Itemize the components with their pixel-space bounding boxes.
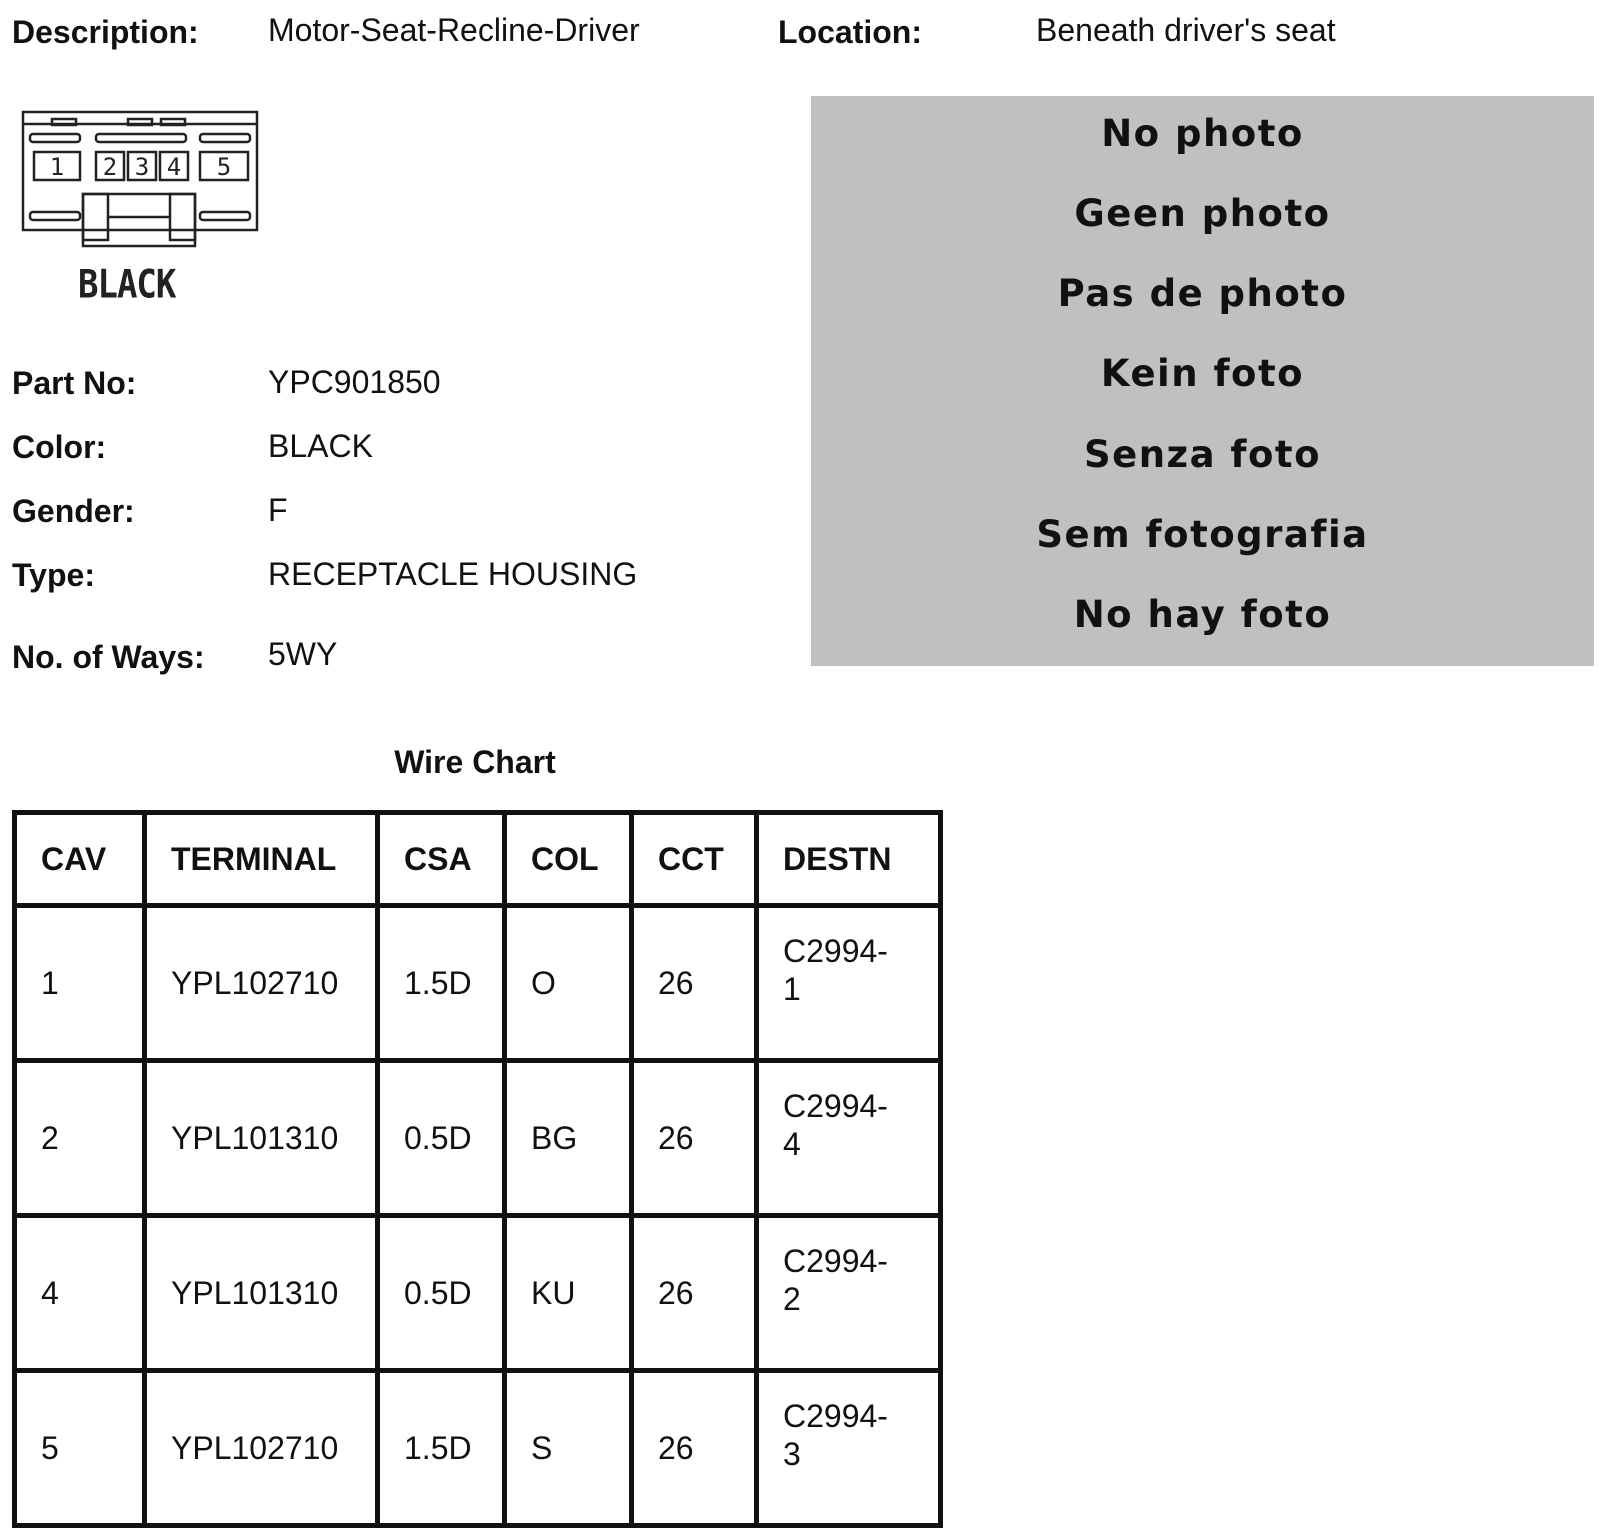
col-header-col: COL <box>505 813 632 906</box>
col-cell: BG <box>505 1061 632 1216</box>
csa-cell: 1.5D <box>378 1371 505 1526</box>
cct-cell: 26 <box>632 1061 757 1216</box>
csa-cell: 0.5D <box>378 1061 505 1216</box>
col-cell: KU <box>505 1216 632 1371</box>
col-header-destn: DESTN <box>757 813 941 906</box>
type-value: RECEPTACLE HOUSING <box>268 556 638 592</box>
col-cell: S <box>505 1371 632 1526</box>
terminal-cell: YPL101310 <box>145 1061 378 1216</box>
table-row <box>15 906 941 1061</box>
cav-cell: 5 <box>15 1371 145 1526</box>
connector-latch <box>83 194 195 246</box>
color-value: BLACK <box>268 428 373 464</box>
wire-chart-table <box>12 810 943 1528</box>
no-photo-de: Kein foto <box>1100 352 1305 395</box>
col-header-terminal: TERMINAL <box>145 813 378 906</box>
connector-color-caption: BLACK <box>78 262 176 308</box>
terminal-cell: YPL101310 <box>145 1216 378 1371</box>
ways-label: No. of Ways: <box>12 639 205 675</box>
description-value: Motor-Seat-Recline-Driver <box>268 12 640 48</box>
terminal-cell: YPL102710 <box>145 906 378 1061</box>
table-row <box>15 1061 941 1216</box>
pin-label-3: 3 <box>134 153 150 181</box>
col-header-cav: CAV <box>15 813 145 906</box>
type-label: Type: <box>12 557 95 593</box>
part-no-value: YPC901850 <box>268 364 441 400</box>
pin-label-1: 1 <box>49 153 65 181</box>
pin-label-5: 5 <box>216 153 232 181</box>
cav-cell: 1 <box>15 906 145 1061</box>
gender-label: Gender: <box>12 493 135 529</box>
ways-value: 5WY <box>268 636 338 672</box>
part-no-label: Part No: <box>12 365 137 401</box>
col-header-cct: CCT <box>632 813 757 906</box>
csa-cell: 0.5D <box>378 1216 505 1371</box>
no-photo-nl: Geen photo <box>1074 192 1331 235</box>
gender-value: F <box>268 492 288 528</box>
col-header-csa: CSA <box>378 813 505 906</box>
no-photo-pt: Sem fotografia <box>1036 513 1369 556</box>
cct-cell: 26 <box>632 906 757 1061</box>
cav-cell: 2 <box>15 1061 145 1216</box>
location-value: Beneath driver's seat <box>1036 12 1336 48</box>
table-row <box>15 1371 941 1526</box>
pin-label-2: 2 <box>102 153 118 181</box>
cct-cell: 26 <box>632 1371 757 1526</box>
cav-cell: 4 <box>15 1216 145 1371</box>
no-photo-it: Senza foto <box>1083 433 1322 476</box>
pin-label-4: 4 <box>166 153 182 181</box>
col-cell: O <box>505 906 632 1061</box>
table-header-row <box>15 813 941 906</box>
destn-cell: C2994- 3 <box>757 1371 941 1526</box>
destn-cell: C2994- 4 <box>757 1061 941 1216</box>
no-photo-panel <box>811 96 1594 666</box>
wire-chart-title: Wire Chart <box>394 744 556 780</box>
cct-cell: 26 <box>632 1216 757 1371</box>
table-row <box>15 1216 941 1371</box>
description-label: Description: <box>12 14 199 50</box>
color-label: Color: <box>12 429 107 465</box>
terminal-cell: YPL102710 <box>145 1371 378 1526</box>
no-photo-en: No photo <box>1101 112 1304 155</box>
csa-cell: 1.5D <box>378 906 505 1061</box>
no-photo-es: No hay foto <box>1073 593 1332 636</box>
destn-cell: C2994- 1 <box>757 906 941 1061</box>
location-label: Location: <box>778 14 922 50</box>
no-photo-fr: Pas de photo <box>1057 272 1348 315</box>
destn-cell: C2994- 2 <box>757 1216 941 1371</box>
